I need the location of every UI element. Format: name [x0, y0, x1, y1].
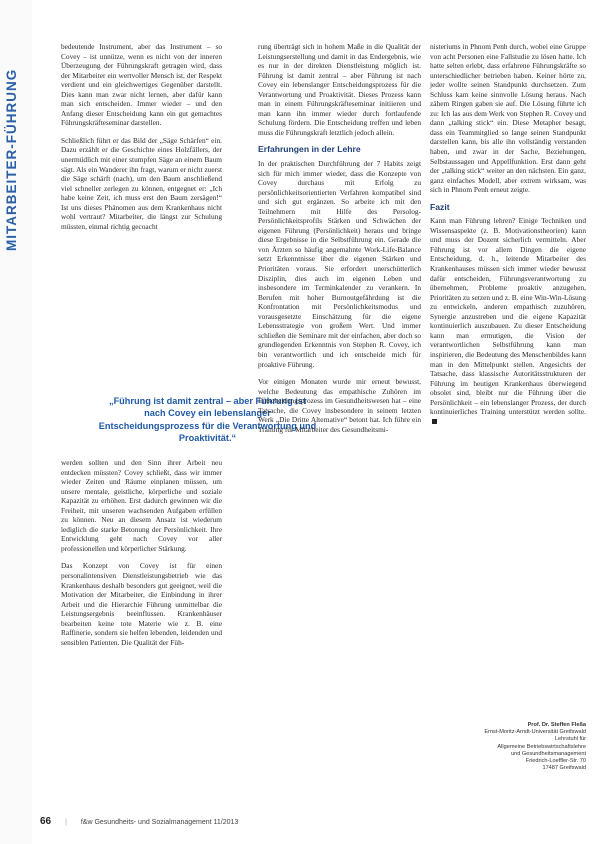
author-signature: [430, 722, 586, 772]
author-line-4: und Gesundheitsmanagement: [511, 750, 586, 757]
col1-paragraph-4: Das Konzept von Covey ist für einen personalintensiven Dienstleistungsbetrieb wie das Krankenhaus deshalb besonders gut geeignet, weil die Motivation der Mitarbeiter, die Einbindung in ihrer Arbeit und die Hierarchie Führung unmittelbar die Leistungsergebnis beeinflussen. Krankenhäuser bearbeiten keine tote Materie wie z. B. eine Raffinerie, sondern sie helfen lebenden, leidenden und sensiblen Patienten. Die Qualität der Füh-: [61, 561, 222, 647]
col1-paragraph-2: Schließlich führt er das Bild der „Säge Schärfen“ ein. Dazu erzählt er die Geschichte eines Holzfällers, der unermüdlich mit einer stumpfen Säge an einem Baum sägt. Als ein Wanderer ihn fragt, warum er nicht zuerst die Säge schärft (nach), um den Baum anschließend viel schneller zerlegen zu können, entgegnet er: „Ich habe keine Zeit, ich muss erst den Baum zersägen!“ Ist uns dieses Phänomen aus dem Krankenhaus nicht wohl vertraut? Mitarbeiter, die längst zur Schulung müssten, einmal richtig gecoacht: [61, 135, 222, 231]
section-sidebar: [0, 0, 32, 844]
column-1-bottom: [61, 458, 222, 655]
col1-paragraph-1: bedeutende Instrument, aber das Instrument – so Covey – ist unnütze, wenn es nicht von der inneren Überzeugung der Führungskraft getragen wird, dass der Mitarbeiter ein wertvoller Mensch ist, der Respekt verdient und ein gleichwertiges Gegenüber darstellt. Dies kann man zwar nicht lernen, aber dafür kann man sich entscheiden. Immer wieder – und den Anfang dieser Entscheidung kann ein gut gemachtes Führungskräfteseminar darstellen.: [61, 42, 222, 128]
col3-paragraph-1: nisteriums in Phnom Penh durch, wobei eine Gruppe von acht Personen eine Fallstudie zu lösen hatte. Ich hatte selten erlebt, dass erfahrene Führungskräfte so unterschiedlicher betrieben haben. Keiner hörte zu, jeder wollte seinen Standpunkt durchsetzen. Zum Schluss kam keine sinnvolle Lösung heraus. Nach zähem Ringen gaben sie auf. Die Lösung führte ich zu: Ich las aus dem Werk von Stephen R. Covey und dann „talking stick“ ein. Diese Metapher besagt, dass ein Teammitglied so lange seinen Standpunkt darstellen kann, bis alle ihn vollständig verstanden haben, und zwar in der Sache, Beziehungen, Selbstaussagen und Appellfunktion. Erst dann geht der „talking stick“ weiter an den nächsten. Ein ganz, ganz einfaches Modell, aber extrem wirksam, was sich in Phnom Penh erneut zeigte.: [430, 42, 586, 195]
publication-name: f&w Gesundheits- und Sozialmanagement 11/2013: [80, 819, 239, 826]
column-2: [258, 42, 421, 442]
column-3: [430, 42, 586, 434]
author-line-2: Lehrstuhl für: [554, 736, 586, 743]
author-name: Prof. Dr. Steffen Fleßa: [527, 722, 586, 728]
col2-heading: Erfahrungen in der Lehre: [258, 144, 361, 155]
col3-paragraph-2-text: Kann man Führung lehren? Einige Techniken und Wissensaspekte (z. B. Motivationstheorien) kann und muss der Dozent sicherlich vermitteln. Aber Führung ist vor allem Dingen die eigene Entscheidung, d. h., leitende Mitarbeiter des Krankenhauses müssen sich immer wieder bewusst dafür entscheiden, Führungsverantwortung zu übernehmen, Probleme proaktiv anzugehen, Prioritäten zu setzen und z. B. eine Win-Win-Lösung zu entwickeln, anderen empathisch zuzuhören, Synergie anzustreben und die eigene Kapazität kontinuierlich auszubauen. Zu dieser Entscheidung kann man ermutigen, die Vision der verantwortlichen Selbstführung kann man inspirieren, die Bedeutung des Menschenbildes kann man in den Mittelpunkt stellen. Angesichts der Tatsache, dass klassische Autoritätsstrukturen der Führung im heutigen Krankenhaus überwiegend obsolet sind, bleibt nur die Führung über die Persönlichkeit – ein lebenslanger Prozess, der durch kontinuierliches Training unterstützt werden sollte.: [430, 216, 586, 417]
author-line-3: Allgemeine Betriebswirtschaftslehre: [497, 743, 586, 750]
col2-paragraph-1: rung überträgt sich in hohem Maße in die Qualität der Leistungserstellung und damit in das Endergebnis, wie es nur in der direkten Dienstleistung möglich ist. Führung ist damit zentral – aber Führung ist nach Covey ein lebenslanger Entscheidungsprozess für die Verantwortung und Proaktivität. Dieses Prozess kann man in einem Führungskräfteseminar initiieren und man kann ihn immer wieder durch fortlaufende Schulung fördern. Die Entscheidung treffen und leben muss die Führungskraft letztlich jedoch allein.: [258, 42, 421, 137]
end-mark: [432, 419, 437, 424]
section-label: MITARBEITER-FÜHRUNG: [4, 68, 19, 252]
col2-paragraph-3: Vor einigen Monaten wurde mir erneut bewusst, welche Bedeutung das empathische Zuhören im Entscheidungsprozess im Gesundheitswesen hat – eine Tatsache, die Covey insbesondere in seinem letzten Werk „Die Dritte Alternative“ betont hat. Ich führe ein Training für Mitarbeiter des Gesundheitsmi-: [258, 377, 421, 434]
col2-paragraph-2: In der praktischen Durchführung der 7 Habits zeigt sich für mich immer wieder, dass die Konzepte von Covey durchaus mit Erfolg zu persönlichkeitsorientierten Verfahren kompatibel sind und sich gut ergänzen. So arbeite ich mit den Teilnehmern mit Hilfe des Persolog-Persönlichkeitsprofils Stärken und Schwächen der eigenen Führung (Persönlichkeit) heraus und bringe diese Ergebnisse in die Selbstführung ein. Gerade die von Ärzten so häufig angemahnte Work-Life-Balance setzt Erkenntnisse über die eigenen Stärken und Prioritäten voraus. Sie erfordert unerschütterlich Disziplin, dies auch im eigenen Leben und insbesondere im Terminkalender zu verankern. In Berufen mit hoher Burnoutgefährdung ist die Konfrontation mit Persönlichkeitsmodus und vorausgesetzte Einschätzung für die eigene Lebensstrategie von großem Wert. Und immer schließen die Seminare mit der einfachen, aber doch so grundlegenden Erkenntnis von Stephen R. Covey, ich bin verantwortlich und ich entscheide mich für proaktive Führung.: [258, 159, 421, 369]
author-line-1: Ernst-Moritz-Arndt-Universität Greifswald: [484, 729, 586, 736]
page-number: 66: [40, 816, 52, 827]
col3-paragraph-2: [430, 216, 586, 426]
pull-quote: „Führung ist damit zentral – aber Führung ist nach Covey ein lebenslanger Entscheidungsprozess für die Verantwortung und Proaktivität.“: [98, 396, 317, 444]
col1-paragraph-3: werden sollten und den Sinn ihrer Arbeit neu entdecken müssten? Covey schließt, dass wir immer wieder Zeiten und Räume einplanen müssen, um unsere mentale, geistliche, körperliche und soziale Kapazität zu erhöhen. Erst dadurch gewinnen wir die Freiheit, mit unseren wachsenden Aufgaben erfüllen zu können. Neu an diesem Ansatz ist wiederum lediglich die starke Betonung der Persönlichkeit. Ihre Entwicklung geht nach Covey vor aller professionellen und körperlicher Stärkung.: [61, 458, 222, 553]
author-line-6: 17487 Greifswald: [542, 765, 586, 772]
footer-separator: |: [65, 819, 67, 826]
col3-heading: Fazit: [430, 201, 450, 212]
author-line-5: Friedrich-Loeffler-Str. 70: [525, 758, 586, 765]
page-footer: [40, 816, 238, 827]
column-1-top: [61, 42, 222, 239]
